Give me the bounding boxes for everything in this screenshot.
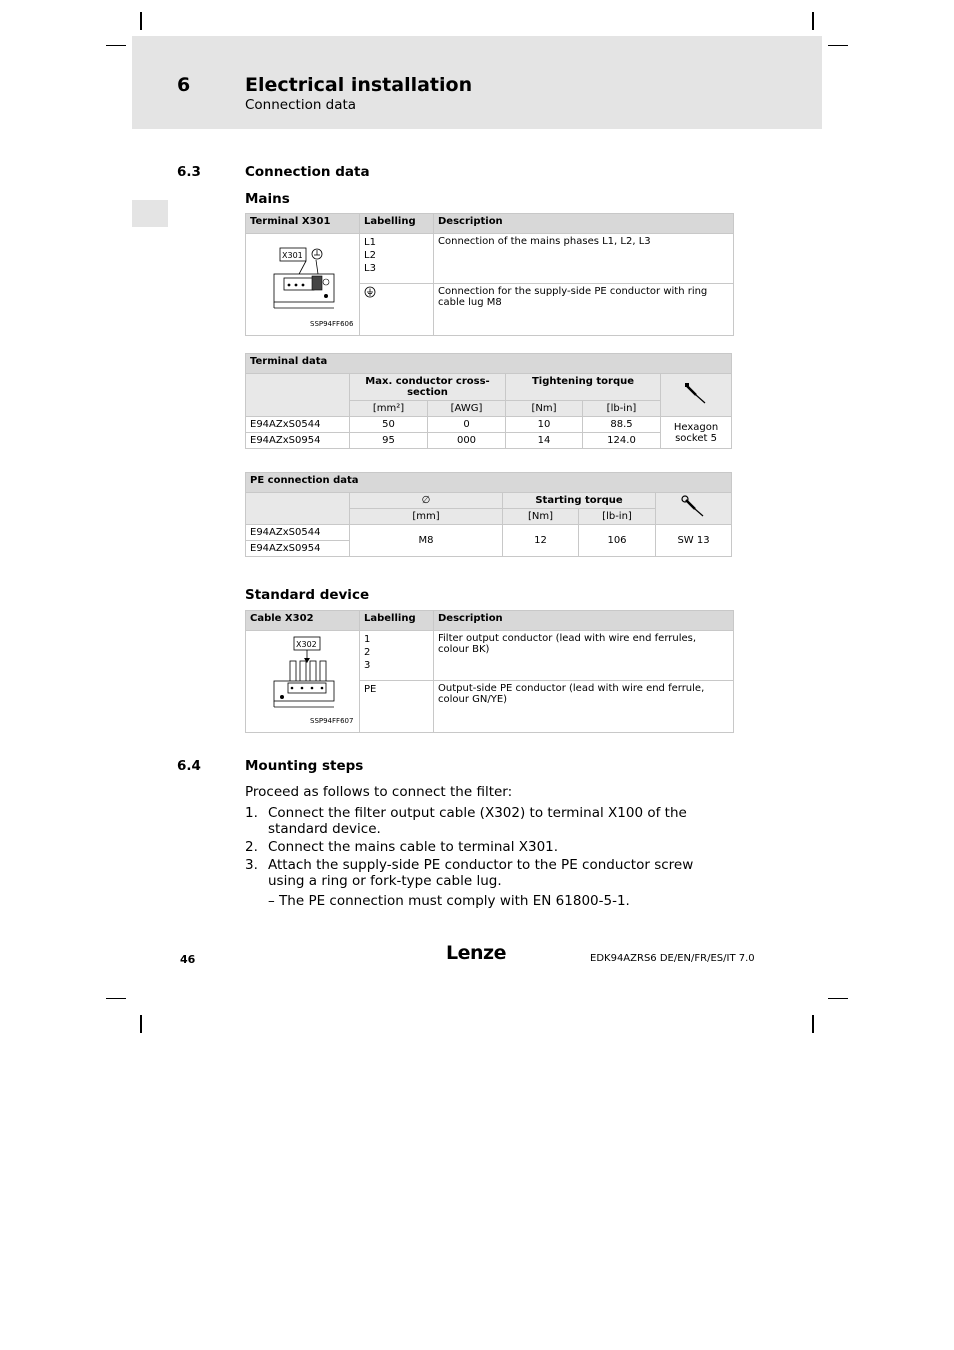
- label-line: L1: [364, 237, 376, 248]
- mains-heading: Mains: [245, 191, 290, 207]
- crop-mark: [828, 45, 848, 46]
- list-number: 2.: [245, 839, 258, 855]
- unit-cell: [mm]: [350, 509, 503, 525]
- label-line: 2: [364, 647, 371, 658]
- chapter-subtitle: Connection data: [245, 97, 357, 113]
- sub-bullet: – The PE connection must comply with EN 61800-5-1.: [268, 893, 630, 909]
- col-header: Labelling: [360, 611, 434, 631]
- description-cell: Filter output conductor (lead with wire end ferrules, colour BK): [434, 631, 734, 681]
- tool-cell: Hexagon socket 5: [661, 417, 732, 449]
- section-number: 6.4: [177, 758, 201, 774]
- pe-connection-table: [245, 472, 732, 557]
- group-header: Max. conductor cross-section: [350, 374, 506, 401]
- description-cell: Connection of the mains phases L1, L2, L3: [434, 234, 734, 284]
- value-cell: 88.5: [583, 417, 661, 433]
- table-title: Terminal data: [246, 354, 732, 374]
- value-cell: 12: [503, 525, 579, 557]
- unit-cell: [Nm]: [506, 401, 583, 417]
- document-id: EDK94AZRS6 DE/EN/FR/ES/IT 7.0: [590, 953, 755, 964]
- value-cell: 106: [579, 525, 656, 557]
- figure-label: X302: [296, 640, 317, 649]
- list-text: Connect the mains cable to terminal X301.: [268, 839, 559, 855]
- list-item: [245, 857, 725, 891]
- labelling-cell: [360, 283, 434, 335]
- value-cell: M8: [350, 525, 503, 557]
- group-header: Starting torque: [503, 493, 656, 509]
- tool-icon-cell: [661, 374, 732, 417]
- value-cell: 95: [350, 433, 428, 449]
- section-title: Connection data: [245, 164, 370, 180]
- label-line: L2: [364, 250, 376, 261]
- description-cell: Connection for the supply-side PE conductor with ring cable lug M8: [434, 283, 734, 335]
- lenze-logo: Lenze: [446, 942, 506, 964]
- label-line: PE: [364, 683, 377, 695]
- mains-table: [245, 213, 734, 336]
- standard-device-heading: Standard device: [245, 587, 370, 603]
- col-header: Description: [434, 214, 734, 234]
- cable-figure-cell: [246, 631, 360, 733]
- value-cell: 0: [428, 417, 506, 433]
- page-number: 46: [180, 953, 196, 966]
- crop-mark: [812, 1015, 814, 1033]
- figure-caption: SSP94FF606: [310, 320, 354, 328]
- unit-cell: [lb-in]: [579, 509, 656, 525]
- list-item: [245, 805, 725, 839]
- list-number: 1.: [245, 805, 258, 821]
- label-line: 3: [364, 660, 371, 671]
- intro-text: Proceed as follows to connect the filter:: [245, 784, 513, 800]
- section-number: 6.3: [177, 164, 201, 180]
- list-number: 3.: [245, 857, 258, 873]
- chapter-title: Electrical installation: [245, 74, 473, 96]
- tool-icon-cell: [656, 493, 732, 525]
- earth-ground-icon: [364, 286, 376, 298]
- terminal-figure-cell: [246, 234, 360, 336]
- section-title: Mounting steps: [245, 758, 364, 774]
- table-title: PE connection data: [246, 473, 732, 493]
- device-cell: E94AZxS0954: [246, 433, 350, 449]
- value-cell: 10: [506, 417, 583, 433]
- device-cell: E94AZxS0954: [246, 541, 350, 557]
- crop-mark: [812, 12, 814, 30]
- label-line: L3: [364, 263, 376, 274]
- crop-mark: [828, 998, 848, 999]
- crop-mark: [140, 12, 142, 30]
- unit-cell: [AWG]: [428, 401, 506, 417]
- value-cell: 50: [350, 417, 428, 433]
- terminal-data-table: [245, 353, 732, 449]
- value-cell: 14: [506, 433, 583, 449]
- cable-x302-figure: [246, 631, 360, 729]
- crop-mark: [140, 1015, 142, 1033]
- labelling-cell: [360, 234, 434, 284]
- unit-cell: [mm²]: [350, 401, 428, 417]
- chapter-header-band: [132, 36, 822, 129]
- description-cell: Output-side PE conductor (lead with wire end ferrule, colour GN/YE): [434, 680, 734, 732]
- standard-device-table: [245, 610, 734, 733]
- col-header: Labelling: [360, 214, 434, 234]
- col-header: Terminal X301: [246, 214, 360, 234]
- list-text: Attach the supply-side PE conductor to the PE conductor screw using a ring or fork-type cable lug.: [268, 857, 694, 889]
- unit-cell: [Nm]: [503, 509, 579, 525]
- list-item: [245, 839, 725, 857]
- labelling-cell: [360, 680, 434, 732]
- chapter-number: 6: [177, 74, 191, 96]
- tool-cell: SW 13: [656, 525, 732, 557]
- terminal-x301-figure: [246, 234, 360, 332]
- device-cell: E94AZxS0544: [246, 525, 350, 541]
- label-line: 1: [364, 634, 371, 645]
- side-tab: [132, 200, 168, 227]
- group-header: Tightening torque: [506, 374, 661, 401]
- value-cell: 000: [428, 433, 506, 449]
- diameter-symbol: ∅: [350, 493, 503, 509]
- device-cell: E94AZxS0544: [246, 417, 350, 433]
- value-cell: 124.0: [583, 433, 661, 449]
- figure-caption: SSP94FF607: [310, 717, 354, 725]
- crop-mark: [106, 45, 126, 46]
- crop-mark: [106, 998, 126, 999]
- list-text: Connect the filter output cable (X302) to terminal X100 of the standard device.: [268, 805, 687, 837]
- figure-label: X301: [282, 251, 303, 260]
- wrench-icon: [681, 495, 707, 519]
- unit-cell: [lb-in]: [583, 401, 661, 417]
- labelling-cell: [360, 631, 434, 681]
- screwdriver-icon: [683, 382, 709, 406]
- col-header: Description: [434, 611, 734, 631]
- empty-cell: [246, 493, 350, 525]
- empty-cell: [246, 374, 350, 417]
- col-header: Cable X302: [246, 611, 360, 631]
